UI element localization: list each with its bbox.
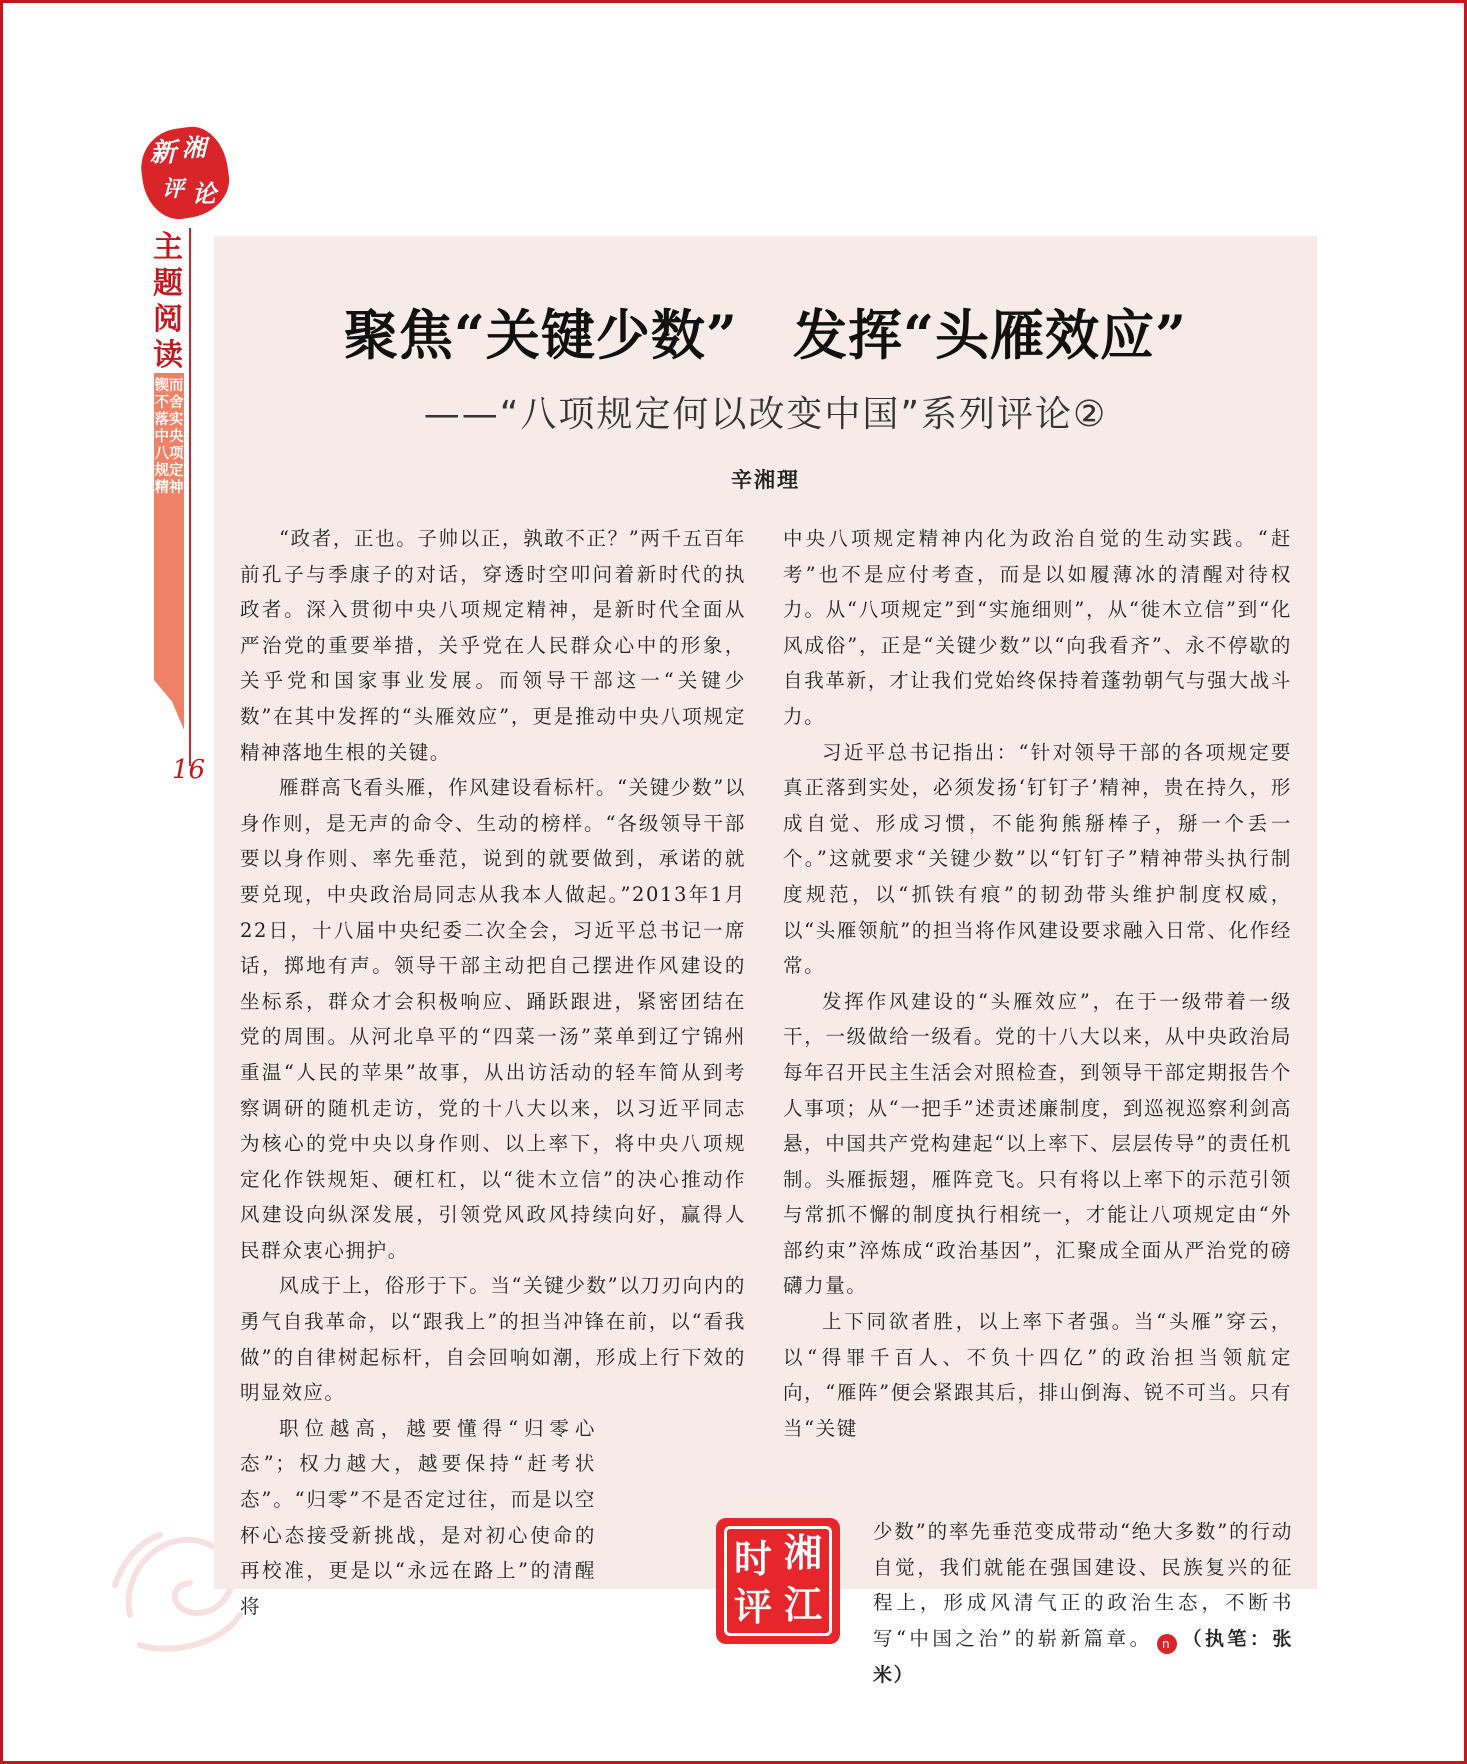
paragraph: 职位越高，越要懂得“归零心态”；权力越大，越要保持“赶考状态”。“归零”不是否定过往，而是以空杯心态接受新挑战，是对初心使命的再校准，更是以“永远在路上”的清醒将 bbox=[240, 1416, 596, 1618]
section-title: 主题阅读 bbox=[153, 230, 183, 373]
logo-char-1: 新 bbox=[150, 138, 177, 168]
logo-char-3: 评 bbox=[162, 176, 185, 202]
closing-paragraph bbox=[873, 1514, 1314, 1694]
logo-char-4: 论 bbox=[192, 179, 216, 208]
seal-char: 时 bbox=[733, 1537, 772, 1581]
closing-text: 少数”的率先垂范变成带动“绝大多数”的行动自觉，我们就能在强国建设、民族复兴的征程上，形成风清气正的政治生态，不断书写“中国之治”的崭新篇章。 bbox=[873, 1520, 1293, 1650]
article-author: 辛湘理 bbox=[731, 467, 800, 492]
seal-char: 江 bbox=[783, 1583, 822, 1627]
paragraph: 风成于上，俗形于下。当“关键少数”以刀刃向内的勇气自我革命，以“跟我上”的担当冲锋在前，以“看我做”的自律树起标杆，自会回响如潮，形成上行下效的明显效应。 bbox=[240, 1274, 746, 1405]
paragraph: 上下同欲者胜，以上率下者强。当“头雁”穿云，以“得罪千百人、不负十四亿”的政治担当领航定向，“雁阵”便会紧跟其后，排山倒海、锐不可当。只有当“关键 bbox=[783, 1310, 1292, 1440]
right-column bbox=[783, 521, 1292, 1446]
paragraph: “政者，正也。子帅以正，孰敢不正？”两千五百年前孔子与季康子的对话，穿透时空叩问着新时代的执政者。深入贯彻中央八项规定精神，是新时代全面从严治党的重要举措，关乎党在人民群众心中的形象，关乎党和国家事业发展。而领导干部这一“关键少数”在其中发挥的“头雁效应”，更是推动中央八项规定精神落地生根的关键。 bbox=[240, 527, 746, 764]
paragraph: 习近平总书记指出：“针对领导干部的各项规定要真正落到实处，必须发扬‘钉钉子’精神，贵在持久，形成自觉、形成习惯，不能狗熊掰棒子，掰一个丢一个。”这就要求“关键少数”以“钉钉子”精神带头执行制度规范，以“抓铁有痕”的韧劲带头维护制度权威，以“头雁领航”的担当将作风建设要求融入日常、化作经常。 bbox=[783, 740, 1292, 978]
paragraph: 发挥作风建设的“头雁效应”，在于一级带着一级干，一级做给一级看。党的十八大以来，从中央政治局每年召开民主生活会对照检查，到领导干部定期报告个人事项；从“一把手”述责述廉制度，到巡视巡察利剑高悬，中国共产党构建起“以上率下、层层传导”的责任机制。头雁振翅，雁阵竞飞。只有将以上率下的示范引领与常抓不懈的制度执行相统一，才能让八项规定由“外部约束”淬炼成“政治基因”，汇聚成全面从严治党的磅礴力量。 bbox=[783, 989, 1292, 1298]
editor-credit: （执笔：张 米） bbox=[873, 1627, 1314, 1687]
seal-char: 湘 bbox=[783, 1531, 822, 1575]
logo-char-2: 湘 bbox=[182, 133, 206, 162]
ribbon-text: 锲而不舍落实中央八项规定精神 bbox=[154, 378, 184, 496]
left-column bbox=[240, 521, 746, 1624]
paragraph: 中央八项规定精神内化为政治自觉的生动实践。“赶考”也不是应付考查，而是以如履薄冰的清醒对待权力。从“八项规定”到“实施细则”，从“徙木立信”到“化风成俗”，正是“关键少数”以“向我看齐”、永不停歇的自我革新，才让我们党始终保持着蓬勃朝气与强大战斗力。 bbox=[783, 527, 1292, 728]
column-seal bbox=[716, 1518, 840, 1644]
seal-char: 评 bbox=[733, 1585, 772, 1629]
article-subtitle: ——“八项规定何以改变中国”系列评论② bbox=[423, 394, 1108, 435]
paragraph: 雁群高飞看头雁，作风建设看标杆。“关键少数”以身作则，是无声的命令、生动的榜样。“各级领导干部要以身作则、率先垂范，说到的就要做到，承诺的就要兑现，中央政治局同志从我本人做起。”2013年1月22日，十八届中央纪委二次全会，习近平总书记一席话，掷地有声。领导干部主动把自己摆进作风建设的坐标系，群众才会积极响应、踊跃跟进，紧密团结在党的周围。从河北阜平的“四菜一汤”菜单到辽宁锦州重温“人民的苹果”故事，从出访活动的轻车简从到考察调研的随机走访，党的十八大以来，以习近平同志为核心的党中央以身作则、以上率下，将中央八项规定化作铁规矩、硬杠杠，以“徙木立信”的决心推动作风建设向纵深发展，引领党风政风持续向好，赢得人民群众衷心拥护。 bbox=[240, 776, 746, 1262]
sidebar-divider bbox=[189, 228, 191, 766]
magazine-logo bbox=[142, 128, 228, 218]
article-title: 聚焦“关键少数” 发挥“头雁效应” bbox=[343, 303, 1188, 367]
end-mark-icon: n bbox=[1157, 1634, 1177, 1654]
page-number: 16 bbox=[172, 755, 206, 785]
